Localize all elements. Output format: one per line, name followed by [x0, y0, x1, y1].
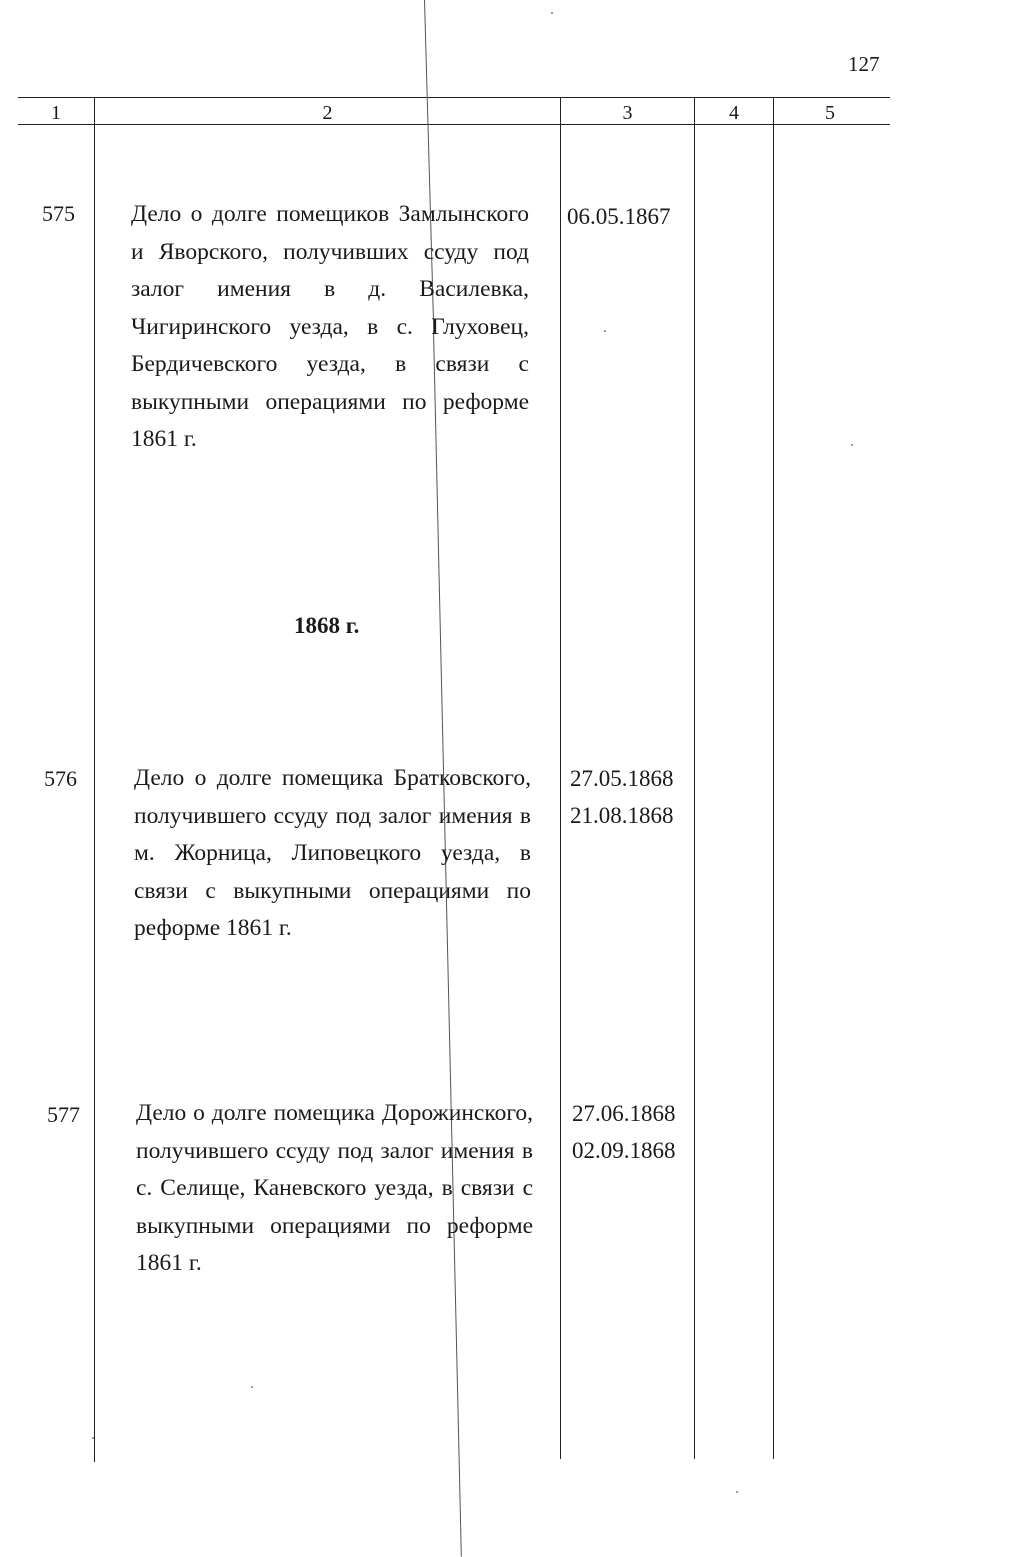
entry-date: 27.06.1868: [572, 1101, 676, 1126]
scan-speck: [736, 1491, 738, 1493]
table-top-rule: [18, 97, 890, 98]
entry-number: 577: [47, 1102, 80, 1127]
column-divider-1-2: [94, 97, 95, 1462]
page-number: 127: [848, 52, 880, 76]
entry-date: 27.05.1868: [570, 766, 674, 791]
scan-speck: [551, 12, 553, 14]
entry-number: 575: [42, 201, 75, 226]
column-header-3: 3: [622, 102, 633, 124]
entry-date: 21.08.1868: [570, 803, 674, 828]
column-header-4: 4: [729, 102, 739, 124]
column-header-5: 5: [825, 102, 835, 124]
entry-number: 576: [44, 766, 77, 791]
scan-speck: [851, 444, 853, 446]
entry-description: Дело о долге помещиков Замлынского и Яворского, получивших ссуду под залог имения в д. Василевка, Чигиринского уезда, в с. Глуховец, Бердичевского уезда, в связи с выкупными операциями по реформе 1861 г.: [131, 201, 529, 452]
entry-date: 06.05.1867: [567, 204, 671, 229]
column-divider-3-4: [694, 97, 695, 1459]
year-heading: 1868 г.: [294, 613, 360, 638]
scan-speck: [604, 330, 606, 332]
column-divider-2-3: [560, 97, 561, 1459]
scan-speck: [251, 1386, 253, 1388]
column-divider-4-5: [773, 97, 774, 1459]
scan-speck: [92, 1437, 94, 1439]
column-header-1: 1: [51, 102, 61, 124]
entry-description: Дело о долге помещика Братковского, получившего ссуду под залог имения в м. Жорница, Липовецкого уезда, в связи с выкупными операциями по реформе 1861 г.: [134, 765, 531, 941]
entry-description: Дело о долге помещика Дорожинского, получившего ссуду под залог имения в с. Селище, Каневского уезда, в связи с выкупными операциями по реформе 1861 г.: [136, 1100, 533, 1276]
entry-date: 02.09.1868: [572, 1138, 676, 1163]
column-header-2: 2: [322, 102, 333, 124]
